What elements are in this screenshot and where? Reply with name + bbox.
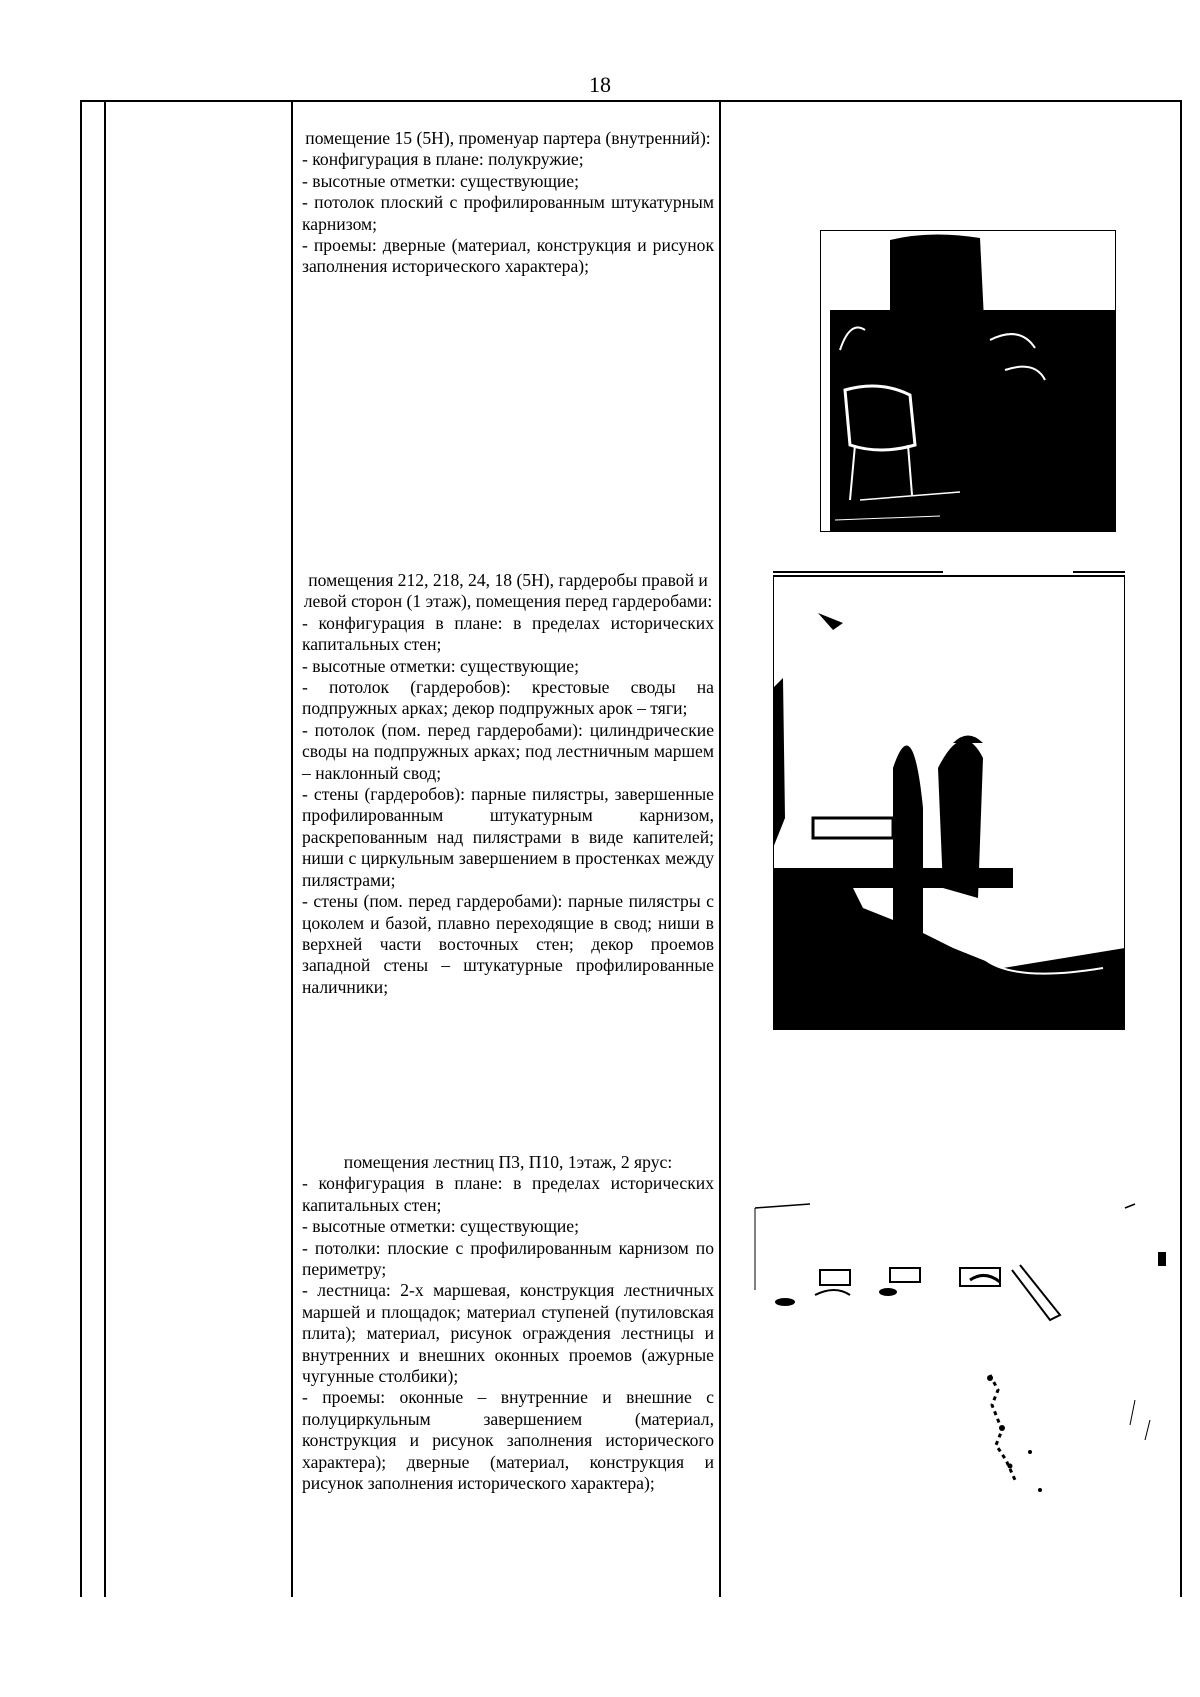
cloakroom-photo [773,568,1125,1030]
entry-item: - потолки: плоские с профилированным карнизом по периметру; [302,1237,714,1280]
entry-item: - стены (гардеробов): парные пилястры, завершенные профилированным штукатурным карнизом, раскрепованным над пилястрами в виде капителей; ниши с циркульным завершением в простенках между пилястрами; [302,784,714,890]
entry-item: - конфигурация в плане: полукружие; [302,149,584,170]
table-border-right [1180,100,1182,1597]
page-number: 18 [589,72,611,97]
table-column-divider-3 [719,100,721,1597]
entry-item: - потолок (пом. перед гардеробами): цилиндрические своды на подпружных арках; под лестничным маршем – наклонный свод; [302,719,714,783]
entry-cloakrooms-description [302,570,714,998]
entry-staircases-description [302,1152,714,1495]
table-border-left [80,100,82,1597]
entry-item: - конфигурация в плане: в пределах исторических капитальных стен; [302,1173,714,1215]
staircase-photo [740,1190,1170,1530]
entry-item: - высотные отметки: существующие; [302,655,579,676]
entry-item: - высотные отметки: существующие; [302,1216,579,1237]
table-column-divider-2 [291,100,293,1597]
entry-item: - проемы: дверные (материал, конструкция и рисунок заполнения исторического характера); [302,235,714,277]
table-top-border [80,100,1182,102]
entry-heading: помещения лестниц П3, П10, 1этаж, 2 ярус: [343,1152,673,1172]
promenade-photo [820,230,1116,532]
entry-heading: помещения 212, 218, 24, 18 (5Н), гардеробы правой и левой сторон (1 этаж), помещения перед гардеробами: [303,570,713,612]
entry-item: - конфигурация в плане: в пределах исторических капитальных стен; [302,612,714,655]
table-column-divider-1 [104,100,106,1597]
entry-item: - лестница: 2-х маршевая, конструкция лестничных маршей и площадок; материал ступеней (путиловская плита); материал, рисунок ограждения лестницы и внутренних и внешних оконных проемов (ажурные чугунные столбики); [302,1280,714,1387]
entry-heading: помещение 15 (5Н), променуар партера (внутренний): [305,128,711,148]
entry-promenade-description [302,128,714,278]
entry-item: - потолок (гардеробов): крестовые своды на подпружных арках; декор подпружных арок – тяги; [302,677,714,719]
entry-item: - стены (пом. перед гардеробами): парные пилястры с цоколем и базой, плавно переходящие в свод; ниши в верхней части восточных стен; декор проемов западной стены – штукатурные профилированные наличники; [302,891,714,997]
entry-item: - высотные отметки: существующие; [302,170,579,191]
entry-item: - потолок плоский с профилированным штукатурным карнизом; [302,192,714,234]
entry-item: - проемы: оконные – внутренние и внешние с полуциркульным завершением (материал, конструкция и рисунок заполнения исторического характера); дверные (материал, конструкция и рисунок заполнения исторического характера); [302,1387,714,1494]
